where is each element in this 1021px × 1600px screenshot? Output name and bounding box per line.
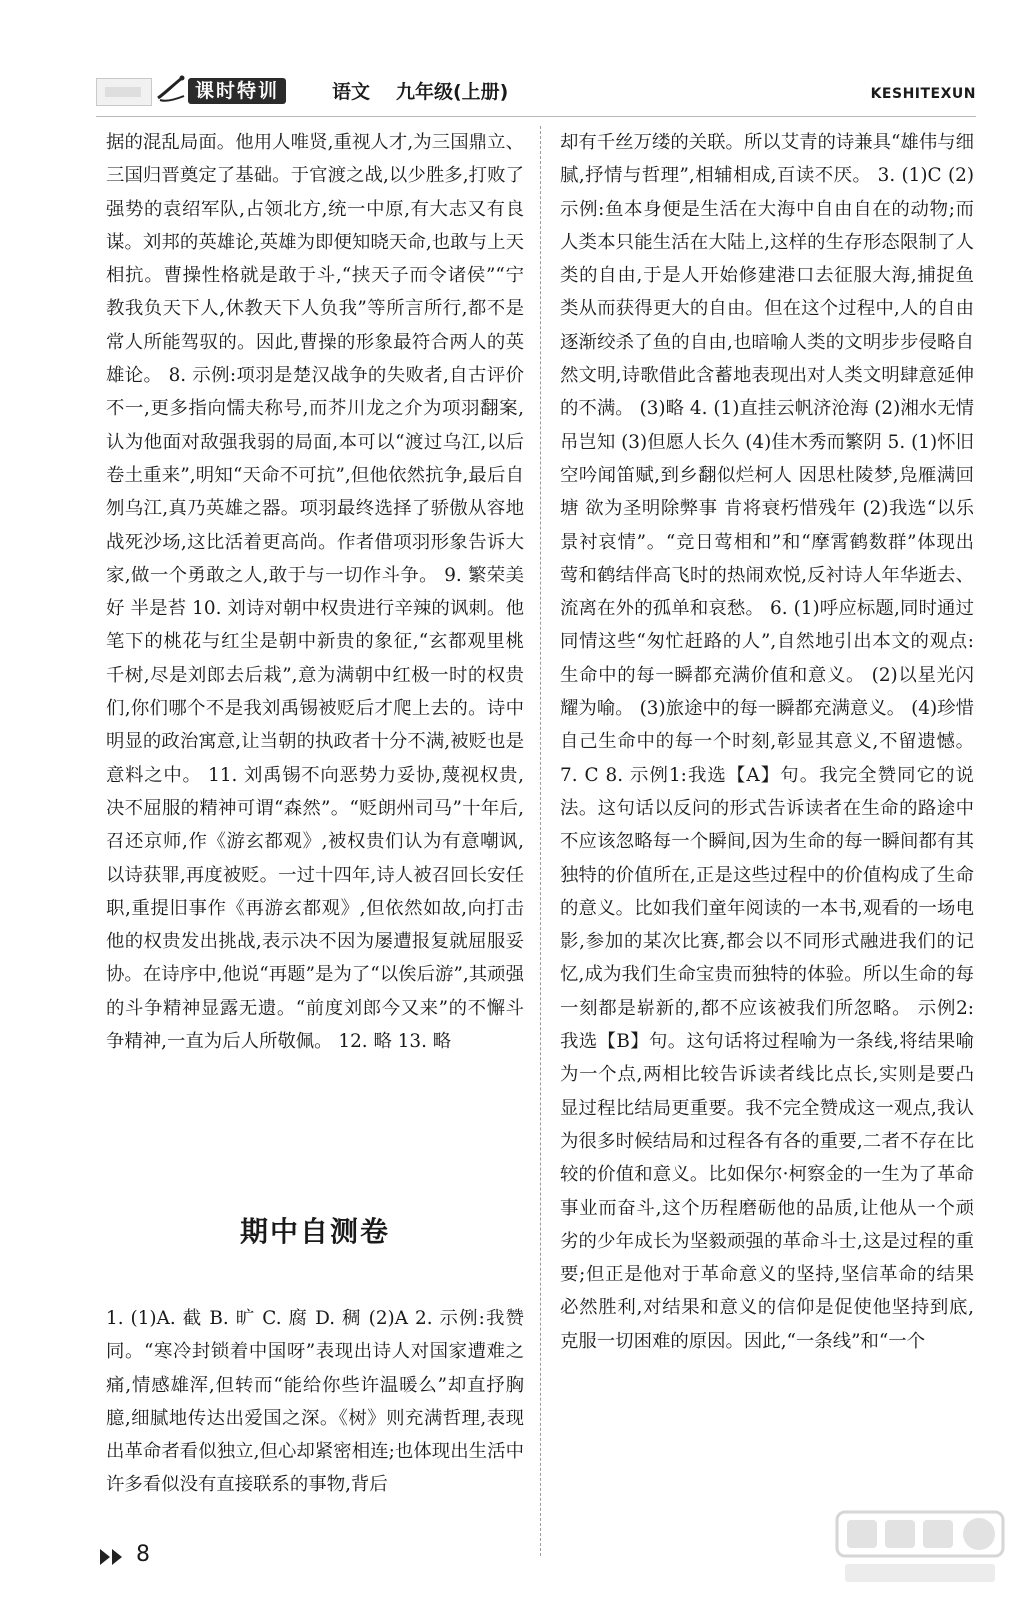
midterm-answer-text: 1. (1)A. 截 B. 旷 C. 腐 D. 稠 (2)A 2. 示例:我赞同。“寒冷封锁着中国呀”表现出诗人对国家遭难之痛,情感雄浑,但转而“能给你些许温暖么”却直抒胸臆,细腻地传达出爱国之深。《树》则充满哲理,表现出革命者看似独立,但心却紧密相连;也体现出生活中许多看似没有直接联系的事物,背后 — [106, 1308, 524, 1496]
left-column-answers — [106, 126, 524, 1186]
subject-label: 语文 — [332, 81, 371, 103]
right-column-answers — [560, 126, 974, 1562]
left-column-midterm-answers — [106, 1302, 524, 1562]
watermark-logo-icon — [835, 1508, 1005, 1588]
right-answer-text: 却有千丝万缕的关联。所以艾青的诗兼具“雄伟与细腻,抒情与哲理”,相辅相成,百读不厌。 3. (1)C (2)示例:鱼本身便是生活在大海中自由自在的动物;而人类本只能生活在大陆上,这样的生存形态限制了人类的自由,于是人开始修建港口去征服大海,捕捉鱼类从而获得更大的自由。但在这个过程中,人的自由逐渐绞杀了鱼的自由,也暗喻人类的文明步步侵略自然文明,诗歌借此含蓄地表现出对人类文明肆意延伸的不满。 (3)略 4. (1)直挂云帆济沧海 (2)湘水无情吊岂知 (3)但愿人长久 (4)佳木秀而繁阴 5. (1)怀旧空吟闻笛赋,到乡翻似烂柯人 因思杜陵梦,凫雁满回塘 欲为圣明除弊事 肯将衰朽惜残年 (2)我选“以乐景衬哀情”。“竞日莺相和”和“摩霄鹤数群”体现出莺和鹤结伴高飞时的热闹欢悦,反衬诗人年华逝去、流离在外的孤单和哀愁。 6. (1)呼应标题,同时通过同情这些“匆忙赶路的人”,自然地引出本文的观点:生命中的每一瞬都充满价值和意义。 (2)以星光闪耀为喻。 (3)旅途中的每一瞬都充满意义。 (4)珍惜自己生命中的每一个时刻,彰显其意义,不留遗憾。 7. C 8. 示例1:我选【A】句。我完全赞同它的说法。这句话以反问的形式告诉读者在生命的路途中不应该忽略每一个瞬间,因为生命的每一瞬间都有其独特的价值所在,正是这些过程中的价值构成了生命的意义。比如我们童年阅读的一本书,观看的一场电影,参加的某次比赛,都会以不同形式融进我们的记忆,成为我们生命宝贵而独特的体验。所以生命的每一刻都是崭新的,都不应该被我们所忽略。 示例2:我选【B】句。这句话将过程喻为一条线,将结果喻为一个点,两相比较告诉读者线比点长,实则是要凸显过程比结局更重要。我不完全赞成这一观点,我认为很多时候结局和过程各有各的重要,二者不存在比较的价值和意义。比如保尔·柯察金的一生为了革命事业而奋斗,这个历程磨砺他的品质,让他从一个顽劣的少年成长为坚毅顽强的革命斗士,这是过程的重要;但正是他对于革命意义的坚持,坚信革命的结果必然胜利,对结果和意义的信仰是促使他坚持到底,克服一切困难的原因。因此,“一条线”和“一个 — [560, 132, 974, 1352]
pen-icon — [154, 72, 188, 106]
brand-pinyin: KESHITEXUN — [870, 86, 976, 102]
brand-title: 课时特训 — [188, 78, 286, 104]
page-header — [96, 72, 976, 117]
page-number: 8 — [136, 1542, 150, 1567]
section-title: 期中自测卷 — [239, 1215, 390, 1248]
left-answer-text: 据的混乱局面。他用人唯贤,重视人才,为三国鼎立、三国归晋奠定了基础。于官渡之战,以少胜多,打败了强势的袁绍军队,占领北方,统一中原,有大志又有良谋。刘邦的英雄论,英雄为即便知晓天命,也敢与上天相抗。曹操性格就是敢于斗,“挟天子而令诸侯”“宁教我负天下人,休教天下人负我”等所言所行,都不是常人所能驾驭的。因此,曹操的形象最符合两人的英雄论。 8. 示例:项羽是楚汉战争的失败者,自古评价不一,更多指向懦夫称号,而芥川龙之介为项羽翻案,认为他面对敌强我弱的局面,本可以“渡过乌江,以后卷土重来”,明知“天命不可抗”,但他依然抗争,最后自刎乌江,真乃英雄之器。项羽最终选择了骄傲从容地战死沙场,这比活着更高尚。作者借项羽形象告诉大家,做一个勇敢之人,敢于与一切作斗争。 9. 繁荣美好 半是苔 10. 刘诗对朝中权贵进行辛辣的讽刺。他笔下的桃花与红尘是朝中新贵的象征,“玄都观里桃千树,尽是刘郎去后栽”,意为满朝中红极一时的权贵们,你们哪个不是我刘禹锡被贬后才爬上去的。诗中明显的政治寓意,让当朝的执政者十分不满,被贬也是意料之中。 11. 刘禹锡不向恶势力妥协,蔑视权贵,决不屈服的精神可谓“森然”。“贬朗州司马”十年后,召还京师,作《游玄都观》,被权贵们认为有意嘲讽,以诗获罪,再度被贬。一过十四年,诗人被召回长安任职,重提旧事作《再游玄都观》,但依然如故,向打击他的权贵发出挑战,表示决不因为屡遭报复就屈服妥协。在诗序中,他说“再题”是为了“以俟后游”,其顽强的斗争精神显露无遗。“前度刘郎今又来”的不懈斗争精神,一直为后人所敬佩。 12. 略 13. 略 — [106, 132, 524, 1053]
column-divider — [540, 126, 541, 1556]
grade-label: 九年级(上册) — [396, 81, 509, 103]
book-logo-icon — [96, 78, 152, 106]
double-chevron-icon — [98, 1547, 128, 1567]
